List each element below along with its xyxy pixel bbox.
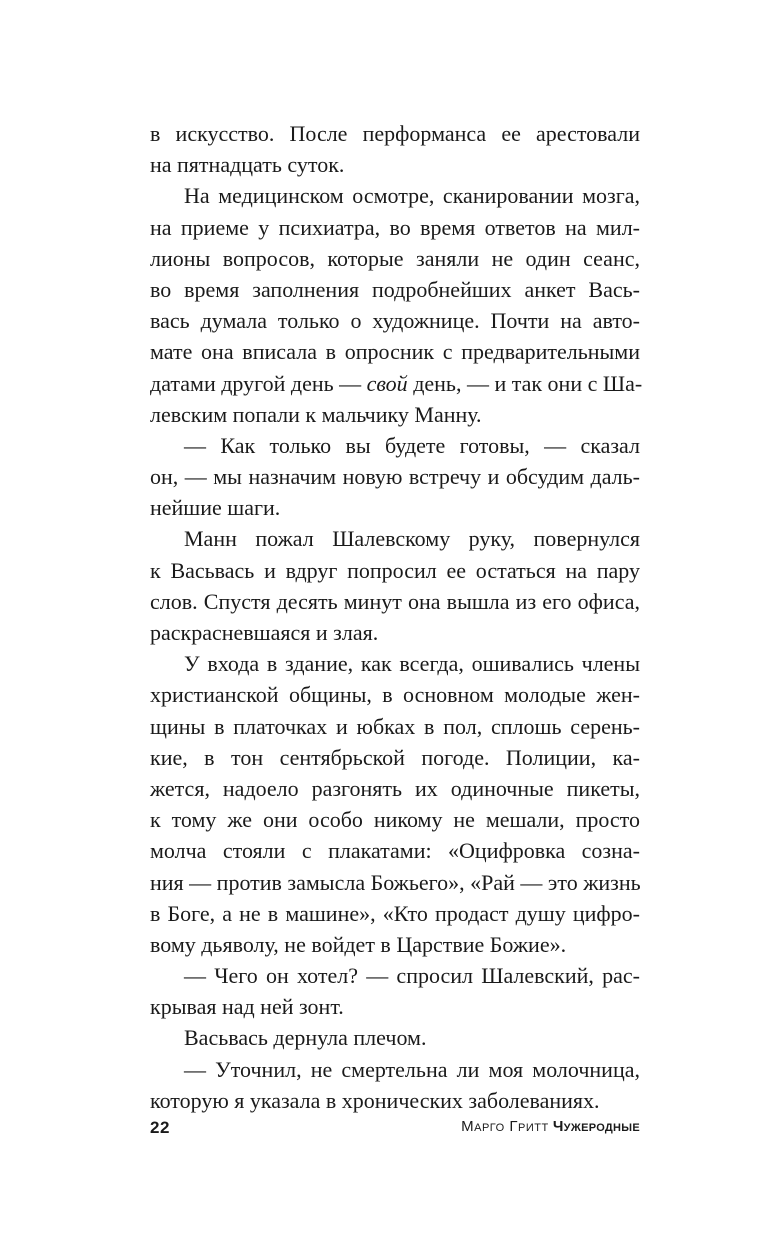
text-line: молча стояли с плакатами: «Оцифровка созна- [150,838,640,864]
text-line: щины в платочках и юбках в пол, сплошь серень- [150,713,640,739]
text-line: он, — мы назначим новую встречу и обсудим даль- [150,464,640,490]
text-line: левским попали к мальчику Манну. [150,401,482,427]
text-line: слов. Спустя десять минут она вышла из его офиса, [150,588,640,614]
text-line: На медицинском осмотре, сканировании мозга, [184,183,640,209]
author-name: Марго Гритт [461,1118,549,1135]
text-line: на пятнадцать суток. [150,152,345,178]
text-line: лионы вопросов, которые заняли не один сеанс, [150,245,640,271]
text-line: в Боге, а не в машине», «Кто продаст душу цифро- [150,900,640,926]
text-line: Манн пожал Шалевскому руку, повернулся [184,526,640,552]
text-span: датами другой день — [150,370,367,396]
running-head [461,1118,640,1135]
text-line: вась думала только о художнице. Почти на авто- [150,308,640,334]
text-line: раскрасневшаяся и злая. [150,620,379,645]
text-line: христианской общины, в основном молодые жен- [150,682,640,708]
text-line: У входа в здание, как всегда, ошивались члены [184,651,640,677]
text-line: ния — против замысла Божьего», «Рай — это жизнь [150,869,641,895]
text-line: жется, надоело разгонять их одиночные пикеты, [150,775,640,801]
text-line: нейшие шаги. [150,495,281,521]
text-line: крывая над ней зонт. [150,994,344,1020]
text-span: день, — и так они с Ша- [407,370,643,396]
body-text [150,118,643,1116]
text-line: мате она вписала в опросник с предварительными [150,339,640,365]
text-line: на приеме у психиатра, во время ответов на мил- [150,214,640,240]
text-line [150,368,643,399]
text-line: в искусство. После перформанса ее арестовали [150,121,640,146]
text-line: во время заполнения подробнейших анкет Вась- [150,276,640,302]
text-line: Васьвась дернула плечом. [184,1025,427,1051]
text-line: — Как только вы будете готовы, — сказал [184,432,640,458]
text-line: к Васьвась и вдруг попросил ее остаться на пару [150,557,640,583]
italic-emphasis: свой [366,370,408,396]
text-line: которую я указала в хронических заболеваниях. [150,1087,600,1113]
page-footer [150,1118,640,1142]
book-title: Чужеродные [552,1118,640,1135]
text-line: вому дьяволу, не войдет в Царствие Божие». [150,931,567,957]
text-line: кие, в тон сентябрьской погоде. Полиции, ка- [150,744,640,770]
text-line: — Чего он хотел? — спросил Шалевский, рас- [184,963,640,989]
page-number: 22 [150,1118,170,1137]
text-line: к тому же они особо никому не мешали, просто [150,807,640,833]
text-line: — Уточнил, не смертельна ли моя молочница, [184,1056,640,1082]
